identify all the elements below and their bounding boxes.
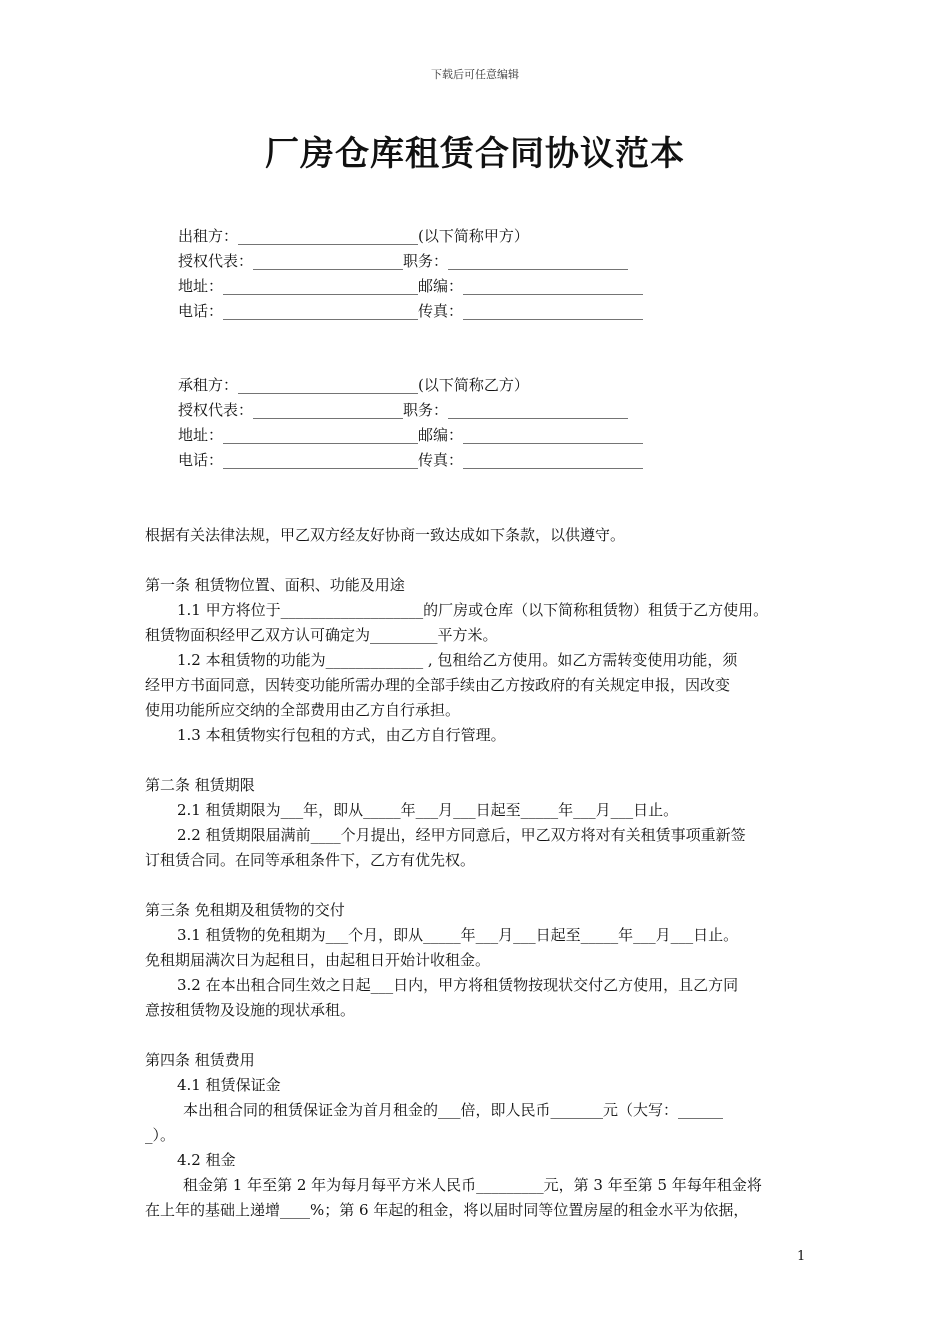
- clause-4-2-line-1: 租金第 1 年至第 2 年为每月每平方米人民币_________元，第 3 年至第 5 年每年租金将: [183, 1176, 762, 1194]
- clause-1-2-line-1: 1.2 本租赁物的功能为_____________ , 包租给乙方使用。如乙方需转变使用功能，须: [177, 651, 738, 669]
- document-title: 厂房仓库租赁合同协议范本: [265, 134, 685, 174]
- clause-2-2-line-2: 订租赁合同。在同等承租条件下，乙方有优先权。: [145, 851, 476, 869]
- page-number: 1: [797, 1249, 806, 1264]
- intro-paragraph: 根据有关法律法规，甲乙双方经友好协商一致达成如下条款，以供遵守。: [145, 526, 626, 544]
- clause-3-2-line-2: 意按租赁物及设施的现状承租。: [145, 1001, 356, 1019]
- clause-4-1-line-2: _）。: [145, 1126, 176, 1144]
- clause-1-2-line-3: 使用功能所应交纳的全部费用由乙方自行承担。: [145, 701, 461, 719]
- clause-4-1-line-1: 本出租合同的租赁保证金为首月租金的___倍，即人民币_______元（大写：______: [183, 1101, 724, 1119]
- clause-2-1: 2.1 租赁期限为___年，即从_____年___月___日起至_____年___月___日止。: [177, 801, 679, 819]
- party-a-address-line: 地址：__________________________邮编：________________________: [178, 277, 644, 295]
- article-3-title: 第三条 免租期及租赁物的交付: [145, 901, 345, 919]
- party-a-block: [178, 224, 643, 324]
- party-a-phone-line: 电话：__________________________传真：________________________: [178, 302, 644, 320]
- article-4-title: 第四条 租赁费用: [145, 1051, 255, 1069]
- clause-3-1-line-2: 免租期届满次日为起租日，由起租日开始计收租金。: [145, 951, 491, 969]
- clause-1-2-line-2: 经甲方书面同意，因转变功能所需办理的全部手续由乙方按政府的有关规定申报，因改变: [145, 676, 731, 694]
- contract-body: [145, 523, 810, 1223]
- clause-1-1-line-2: 租赁物面积经甲乙双方认可确定为_________平方米。: [145, 626, 498, 644]
- party-a-lessor-line: 出租方：________________________(以下简称甲方）: [178, 227, 529, 245]
- party-b-phone-line: 电话：__________________________传真：________________________: [178, 451, 644, 469]
- party-b-block: [178, 373, 643, 473]
- party-b-lessee-line: 承租方：________________________(以下简称乙方）: [178, 376, 529, 394]
- clause-3-2-line-1: 3.2 在本出租合同生效之日起___日内，甲方将租赁物按现状交付乙方使用，且乙方同: [177, 976, 739, 994]
- clause-2-2-line-1: 2.2 租赁期限届满前____个月提出，经甲方同意后，甲乙双方将对有关租赁事项重新签: [177, 826, 746, 844]
- clause-1-1-line-1: 1.1 甲方将位于___________________的厂房或仓库（以下简称租赁物）租赁于乙方使用。: [177, 601, 769, 619]
- party-b-address-line: 地址：__________________________邮编：________________________: [178, 426, 644, 444]
- clause-4-2-heading: 4.2 租金: [177, 1151, 236, 1169]
- party-a-representative-line: 授权代表：____________________职务：________________________: [178, 252, 629, 270]
- article-1-title: 第一条 租赁物位置、面积、功能及用途: [145, 576, 405, 594]
- clause-4-2-line-2: 在上年的基础上递增____%；第 6 年起的租金，将以届时同等位置房屋的租金水平为依据，: [145, 1201, 749, 1219]
- article-2-title: 第二条 租赁期限: [145, 776, 255, 794]
- party-b-representative-line: 授权代表：____________________职务：________________________: [178, 401, 629, 419]
- page-header-note: 下载后可任意编辑: [431, 68, 519, 81]
- clause-4-1-heading: 4.1 租赁保证金: [177, 1076, 281, 1094]
- clause-1-3: 1.3 本租赁物实行包租的方式，由乙方自行管理。: [177, 726, 506, 744]
- clause-3-1-line-1: 3.1 租赁物的免租期为___个月，即从_____年___月___日起至_____年___月___日止。: [177, 926, 739, 944]
